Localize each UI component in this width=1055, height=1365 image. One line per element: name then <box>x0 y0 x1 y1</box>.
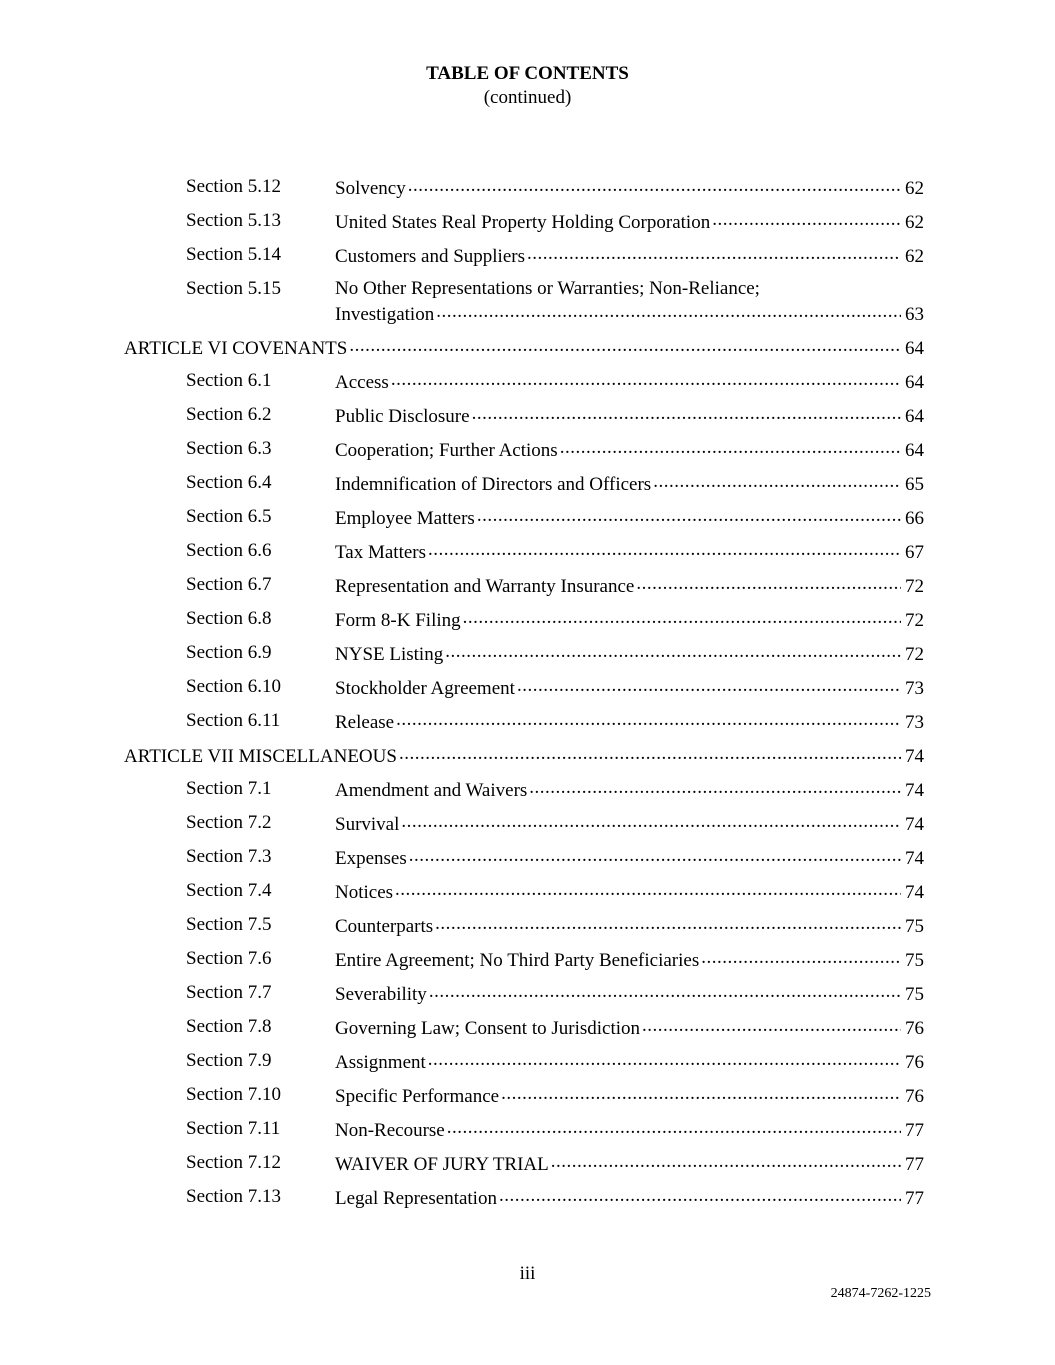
dot-leader <box>636 573 901 592</box>
entry-title-block <box>335 209 924 235</box>
entry-title: Customers and Suppliers <box>335 246 525 267</box>
entry-title-block <box>124 335 924 361</box>
entry-leader-line <box>335 1185 924 1211</box>
toc-section-entry[interactable] <box>0 209 1055 243</box>
section-number: Section 6.9 <box>186 642 272 663</box>
toc-section-entry[interactable] <box>0 981 1055 1015</box>
entry-page-number: 67 <box>905 542 924 563</box>
dot-leader <box>529 777 901 796</box>
toc-section-entry[interactable] <box>0 777 1055 811</box>
entry-page-number: 62 <box>905 212 924 233</box>
entry-title: Expenses <box>335 848 407 869</box>
dot-leader <box>429 981 901 1000</box>
entry-leader-line <box>335 1049 924 1075</box>
entry-title-block <box>335 243 924 269</box>
document-id: 24874-7262-1225 <box>830 1286 931 1301</box>
section-number: Section 7.1 <box>186 778 272 799</box>
entry-page-number: 74 <box>905 882 924 903</box>
entry-leader-line <box>335 777 924 803</box>
entry-title: Legal Representation <box>335 1188 497 1209</box>
dot-leader <box>499 1185 901 1204</box>
dot-leader <box>399 743 901 762</box>
toc-section-entry[interactable] <box>0 243 1055 277</box>
entry-title: Governing Law; Consent to Jurisdiction <box>335 1018 641 1039</box>
entry-leader-line <box>335 947 924 973</box>
toc-section-entry[interactable] <box>0 471 1055 505</box>
toc-article-entry[interactable] <box>0 743 1055 777</box>
section-number: Section 6.7 <box>186 574 272 595</box>
section-number: Section 6.1 <box>186 370 272 391</box>
entry-title-block <box>335 505 924 531</box>
section-number: Section 5.12 <box>186 176 281 197</box>
entry-title-block <box>335 1151 924 1177</box>
dot-leader <box>349 335 901 354</box>
section-number: Section 6.2 <box>186 404 272 425</box>
dot-leader <box>428 539 901 558</box>
entry-title: Tax Matters <box>335 542 427 563</box>
entry-title: Indemnification of Directors and Officers <box>335 474 652 495</box>
entry-leader-line <box>335 641 924 667</box>
entry-title-block <box>335 675 924 701</box>
toc-section-entry[interactable] <box>0 811 1055 845</box>
entry-title: Form 8-K Filing <box>335 610 461 631</box>
entry-title: Release <box>335 712 395 733</box>
section-number: Section 5.14 <box>186 244 281 265</box>
entry-leader-line <box>335 471 924 497</box>
entry-leader-line <box>335 437 924 463</box>
dot-leader <box>517 675 901 694</box>
entry-title-block <box>335 777 924 803</box>
entry-title-block <box>335 607 924 633</box>
entry-title: Entire Agreement; No Third Party Beneficiaries <box>335 950 700 971</box>
page-number: iii <box>519 1263 536 1284</box>
entry-title-block <box>335 369 924 395</box>
entry-title-block <box>335 811 924 837</box>
entry-leader-line <box>335 175 924 201</box>
entry-page-number: 76 <box>905 1018 924 1039</box>
entry-page-number: 72 <box>905 576 924 597</box>
section-number: Section 7.5 <box>186 914 272 935</box>
entry-title-block <box>335 539 924 565</box>
toc-section-entry[interactable] <box>0 1015 1055 1049</box>
dot-leader <box>712 209 901 228</box>
entry-title-block <box>335 1083 924 1109</box>
entry-title: Access <box>335 372 389 393</box>
dot-leader <box>428 1049 901 1068</box>
section-number: Section 6.4 <box>186 472 272 493</box>
entry-title: Notices <box>335 882 394 903</box>
entry-leader-line <box>335 1151 924 1177</box>
entry-title-block <box>335 845 924 871</box>
dot-leader <box>701 947 901 966</box>
entry-page-number: 77 <box>905 1120 924 1141</box>
dot-leader <box>395 879 901 898</box>
toc-section-entry[interactable] <box>0 675 1055 709</box>
entry-title-block <box>335 947 924 973</box>
entry-leader-line <box>335 539 924 565</box>
entry-leader-line <box>335 1015 924 1041</box>
entry-leader-line <box>335 1117 924 1143</box>
entry-title: Non-Recourse <box>335 1120 445 1141</box>
toc-section-entry[interactable] <box>0 403 1055 437</box>
section-number: Section 7.9 <box>186 1050 272 1071</box>
entry-page-number: 64 <box>905 338 924 359</box>
toc-section-entry[interactable] <box>0 539 1055 573</box>
toc-section-entry[interactable] <box>0 175 1055 209</box>
entry-leader-line <box>335 403 924 429</box>
entry-page-number: 72 <box>905 644 924 665</box>
entry-page-number: 77 <box>905 1188 924 1209</box>
section-number: Section 6.11 <box>186 710 281 731</box>
dot-leader <box>436 301 901 320</box>
dot-leader <box>642 1015 901 1034</box>
toc-article-entry[interactable] <box>0 335 1055 369</box>
entry-title-line1: No Other Representations or Warranties; Non-Reliance; <box>335 278 760 299</box>
entry-title-block <box>124 743 924 769</box>
entry-title: Severability <box>335 984 427 1005</box>
entry-leader-line <box>335 243 924 269</box>
section-number: Section 7.7 <box>186 982 272 1003</box>
entry-page-number: 64 <box>905 372 924 393</box>
section-number: Section 7.3 <box>186 846 272 867</box>
entry-page-number: 75 <box>905 916 924 937</box>
toc-section-entry[interactable] <box>0 573 1055 607</box>
entry-title: Assignment <box>335 1052 426 1073</box>
entry-page-number: 64 <box>905 440 924 461</box>
entry-title-block <box>335 1015 924 1041</box>
entry-page-number: 62 <box>905 178 924 199</box>
section-number: Section 6.10 <box>186 676 281 697</box>
entry-title-block <box>335 277 924 327</box>
dot-leader <box>435 913 901 932</box>
entry-title-block <box>335 1049 924 1075</box>
dot-leader <box>401 811 901 830</box>
entry-page-number: 72 <box>905 610 924 631</box>
entry-title-block <box>335 1117 924 1143</box>
entry-page-number: 64 <box>905 406 924 427</box>
toc-section-entry[interactable] <box>0 437 1055 471</box>
entry-title: United States Real Property Holding Corporation <box>335 212 711 233</box>
entry-title: WAIVER OF JURY TRIAL <box>335 1154 549 1175</box>
entry-leader-line <box>335 1083 924 1109</box>
entry-page-number: 74 <box>905 814 924 835</box>
section-number: Section 7.13 <box>186 1186 281 1207</box>
entry-title-block <box>335 913 924 939</box>
entry-title-block <box>335 879 924 905</box>
entry-title: Representation and Warranty Insurance <box>335 576 635 597</box>
entry-leader-line <box>335 879 924 905</box>
entry-leader-line <box>124 743 924 769</box>
section-number: Section 6.6 <box>186 540 272 561</box>
entry-page-number: 65 <box>905 474 924 495</box>
entry-leader-line <box>335 369 924 395</box>
entry-title-block <box>335 709 924 735</box>
section-number: Section 6.3 <box>186 438 272 459</box>
entry-leader-line <box>335 845 924 871</box>
dot-leader <box>391 369 901 388</box>
section-number: Section 5.13 <box>186 210 281 231</box>
entry-title-block <box>335 175 924 201</box>
dot-leader <box>527 243 901 262</box>
toc-section-entry[interactable] <box>0 947 1055 981</box>
toc-section-entry[interactable] <box>0 879 1055 913</box>
toc-section-entry[interactable] <box>0 845 1055 879</box>
page-title: TABLE OF CONTENTS <box>426 63 629 84</box>
toc-section-entry[interactable] <box>0 1083 1055 1117</box>
entry-title: Amendment and Waivers <box>335 780 528 801</box>
entry-page-number: 77 <box>905 1154 924 1175</box>
entry-leader-line <box>335 607 924 633</box>
table-of-contents <box>0 175 1055 1219</box>
entry-title-block <box>335 1185 924 1211</box>
entry-leader-line <box>335 505 924 531</box>
toc-section-entry[interactable] <box>0 369 1055 403</box>
toc-section-entry[interactable] <box>0 607 1055 641</box>
entry-page-number: 73 <box>905 712 924 733</box>
toc-section-entry[interactable] <box>0 709 1055 743</box>
toc-section-entry[interactable] <box>0 641 1055 675</box>
entry-page-number: 76 <box>905 1086 924 1107</box>
entry-page-number: 74 <box>905 746 924 767</box>
entry-leader-line <box>335 981 924 1007</box>
dot-leader <box>396 709 901 728</box>
entry-title-block <box>335 403 924 429</box>
entry-title: ARTICLE VI COVENANTS <box>124 338 348 359</box>
section-number: Section 6.5 <box>186 506 272 527</box>
entry-title: Public Disclosure <box>335 406 470 427</box>
entry-title: NYSE Listing <box>335 644 444 665</box>
entry-leader-line <box>335 709 924 735</box>
entry-leader-line <box>335 811 924 837</box>
entry-page-number: 63 <box>905 304 924 325</box>
page-subtitle: (continued) <box>483 87 572 108</box>
entry-title-block <box>335 573 924 599</box>
entry-page-number: 62 <box>905 246 924 267</box>
entry-leader-line <box>124 335 924 361</box>
entry-title: Specific Performance <box>335 1086 500 1107</box>
toc-section-entry[interactable] <box>0 505 1055 539</box>
dot-leader <box>409 845 901 864</box>
entry-title-block <box>335 471 924 497</box>
entry-page-number: 75 <box>905 984 924 1005</box>
entry-leader-line <box>335 675 924 701</box>
entry-leader-line <box>335 573 924 599</box>
section-number: Section 7.10 <box>186 1084 281 1105</box>
dot-leader <box>447 1117 901 1136</box>
entry-title: Employee Matters <box>335 508 475 529</box>
dot-leader <box>463 607 901 626</box>
toc-section-entry[interactable] <box>0 1185 1055 1219</box>
entry-title: Counterparts <box>335 916 434 937</box>
entry-page-number: 74 <box>905 848 924 869</box>
entry-title: Survival <box>335 814 400 835</box>
dot-leader <box>477 505 901 524</box>
dot-leader <box>501 1083 901 1102</box>
section-number: Section 6.8 <box>186 608 272 629</box>
entry-leader-line <box>335 301 924 327</box>
entry-title: Cooperation; Further Actions <box>335 440 558 461</box>
section-number: Section 5.15 <box>186 278 281 299</box>
section-number: Section 7.11 <box>186 1118 281 1139</box>
dot-leader <box>472 403 901 422</box>
section-number: Section 7.6 <box>186 948 272 969</box>
entry-title: Solvency <box>335 178 406 199</box>
section-number: Section 7.12 <box>186 1152 281 1173</box>
entry-title-block <box>335 981 924 1007</box>
dot-leader <box>551 1151 901 1170</box>
dot-leader <box>653 471 901 490</box>
entry-page-number: 66 <box>905 508 924 529</box>
toc-section-entry[interactable] <box>0 1117 1055 1151</box>
entry-page-number: 75 <box>905 950 924 971</box>
entry-title: Investigation <box>335 304 435 325</box>
dot-leader <box>560 437 901 456</box>
toc-section-entry[interactable] <box>0 277 1055 335</box>
entry-leader-line <box>335 209 924 235</box>
entry-page-number: 73 <box>905 678 924 699</box>
entry-title-block <box>335 641 924 667</box>
section-number: Section 7.8 <box>186 1016 272 1037</box>
entry-title: ARTICLE VII MISCELLANEOUS <box>124 746 397 767</box>
dot-leader <box>408 175 901 194</box>
toc-section-entry[interactable] <box>0 1049 1055 1083</box>
entry-title: Stockholder Agreement <box>335 678 515 699</box>
entry-leader-line <box>335 913 924 939</box>
toc-section-entry[interactable] <box>0 1151 1055 1185</box>
section-number: Section 7.2 <box>186 812 272 833</box>
entry-page-number: 74 <box>905 780 924 801</box>
dot-leader <box>445 641 901 660</box>
section-number: Section 7.4 <box>186 880 272 901</box>
toc-header <box>0 62 1055 110</box>
entry-page-number: 76 <box>905 1052 924 1073</box>
toc-section-entry[interactable] <box>0 913 1055 947</box>
entry-title-block <box>335 437 924 463</box>
